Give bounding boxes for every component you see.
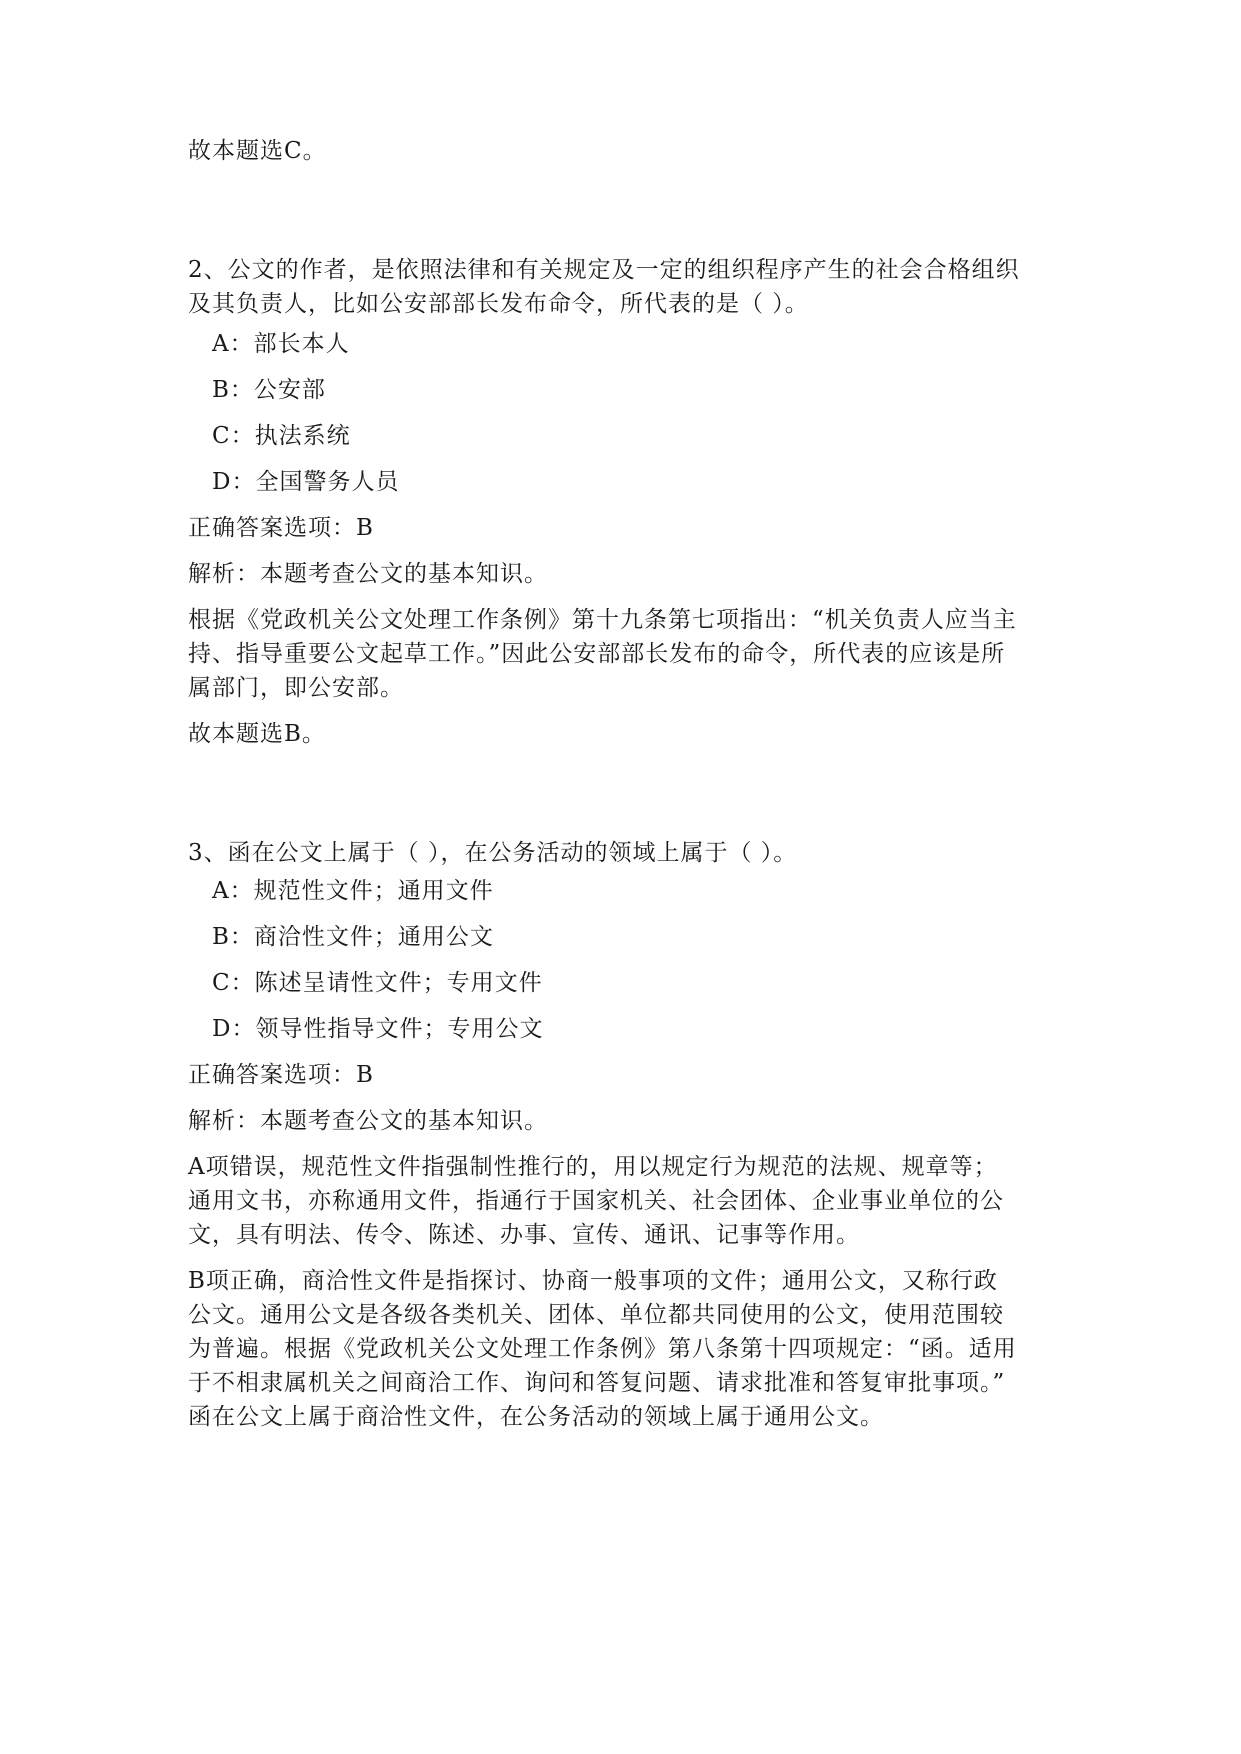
- q2-conclusion: 故本题选B。: [188, 721, 326, 747]
- q3-explanation-a-line-3: 文，具有明法、传令、陈述、办事、宣传、通讯、记事等作用。: [188, 1222, 860, 1248]
- q3-analysis: 解析：本题考查公文的基本知识。: [188, 1108, 548, 1134]
- q2-explanation-line-3: 属部门，即公安部。: [188, 675, 404, 701]
- q2-stem-line-2: 及其负责人，比如公安部部长发布命令，所代表的是（ ）。: [188, 291, 809, 317]
- q3-answer: 正确答案选项：B: [188, 1062, 374, 1088]
- q3-explanation-b-line-1: B项正确，商洽性文件是指探讨、协商一般事项的文件；通用公文，又称行政: [188, 1268, 998, 1294]
- previous-conclusion: 故本题选C。: [188, 138, 327, 164]
- q3-option-d: D：领导性指导文件；专用公文: [212, 1016, 544, 1042]
- q3-explanation-b-line-3: 为普遍。根据《党政机关公文处理工作条例》第八条第十四项规定：“函。适用: [188, 1336, 1017, 1362]
- q3-stem: 3、函在公文上属于（ ），在公务活动的领域上属于（ ）。: [188, 840, 798, 866]
- q2-explanation-line-2: 持、指导重要公文起草工作。”因此公安部部长发布的命令，所代表的应该是所: [188, 641, 1006, 667]
- q3-explanation-b-line-4: 于不相隶属机关之间商洽工作、询问和答复问题、请求批准和答复审批事项。”: [188, 1370, 1006, 1396]
- q2-option-d: D：全国警务人员: [212, 469, 400, 495]
- q2-explanation-line-1: 根据《党政机关公文处理工作条例》第十九条第七项指出：“机关负责人应当主: [188, 607, 1017, 633]
- q3-explanation-b-line-2: 公文。通用公文是各级各类机关、团体、单位都共同使用的公文，使用范围较: [188, 1302, 1004, 1328]
- q2-option-a: A：部长本人: [212, 331, 350, 357]
- q2-option-c: C：执法系统: [212, 423, 351, 449]
- q3-explanation-a-line-1: A项错误，规范性文件指强制性推行的，用以规定行为规范的法规、规章等；: [188, 1154, 998, 1180]
- q2-stem-line-1: 2、公文的作者，是依照法律和有关规定及一定的组织程序产生的社会合格组织: [188, 257, 1020, 283]
- q2-option-b: B：公安部: [212, 377, 326, 403]
- q3-explanation-b-line-5: 函在公文上属于商洽性文件，在公务活动的领域上属于通用公文。: [188, 1404, 884, 1430]
- q2-answer: 正确答案选项：B: [188, 515, 374, 541]
- q2-analysis: 解析：本题考查公文的基本知识。: [188, 561, 548, 587]
- q3-option-c: C：陈述呈请性文件；专用文件: [212, 970, 543, 996]
- q3-option-a: A：规范性文件；通用文件: [212, 878, 494, 904]
- q3-option-b: B：商洽性文件；通用公文: [212, 924, 494, 950]
- q3-explanation-a-line-2: 通用文书，亦称通用文件，指通行于国家机关、社会团体、企业事业单位的公: [188, 1188, 1004, 1214]
